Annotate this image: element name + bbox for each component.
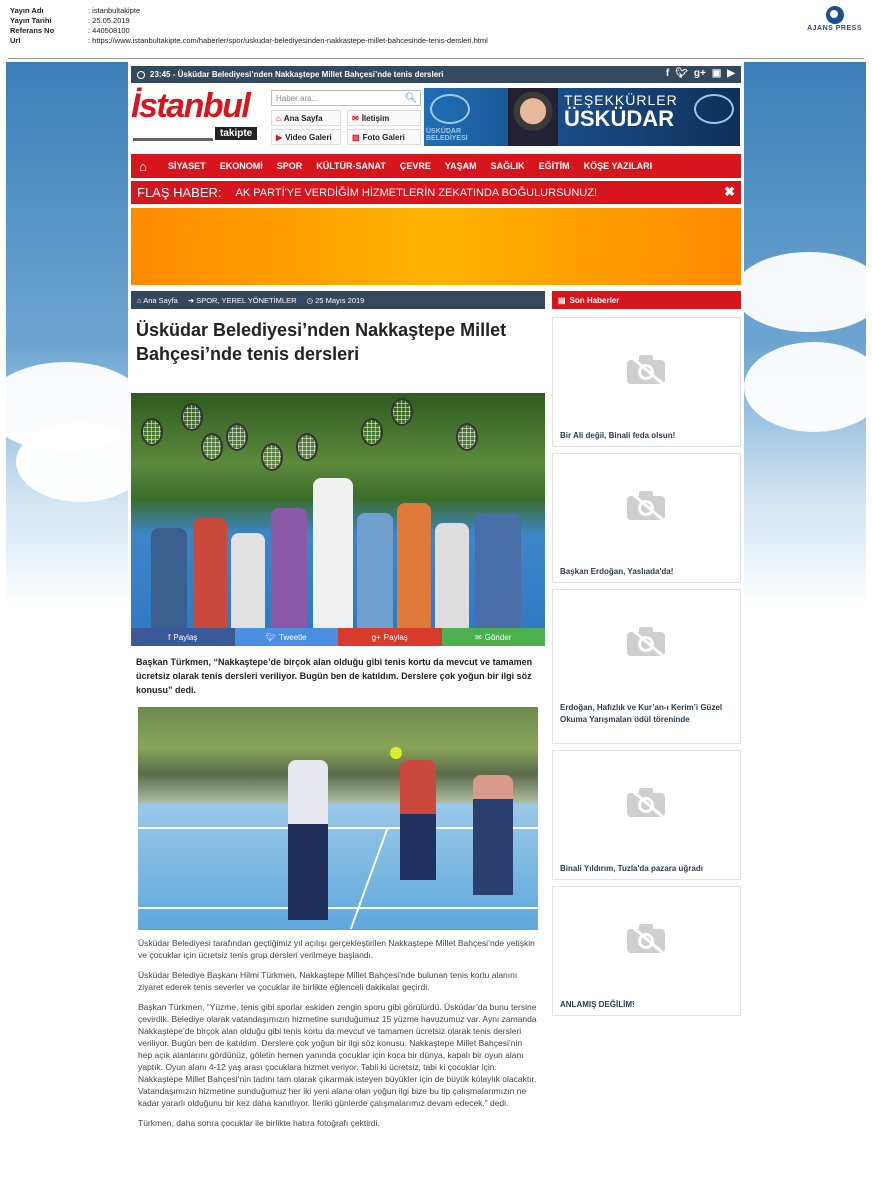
nav-item[interactable]: SPOR bbox=[276, 161, 303, 171]
crumb-home[interactable]: ⌂ Ana Sayfa bbox=[137, 295, 178, 305]
quick-link-photo[interactable] bbox=[347, 129, 421, 145]
search-icon[interactable]: 🔍︎ bbox=[404, 92, 418, 104]
article-body bbox=[138, 937, 538, 1137]
crumb-category[interactable]: ➜ SPOR, YEREL YÖNETİMLER bbox=[187, 295, 297, 305]
search-input[interactable]: Haber ara... bbox=[271, 90, 421, 106]
crumb-date-label: 25 Mayıs 2019 bbox=[315, 295, 365, 305]
share-bar bbox=[131, 628, 545, 646]
facebook-icon[interactable]: f bbox=[665, 68, 670, 79]
sidebar-news-card[interactable] bbox=[552, 750, 741, 880]
agency-mark-icon bbox=[826, 6, 844, 24]
municipality-seal-icon bbox=[430, 94, 470, 124]
googleplus-icon: g+ bbox=[371, 632, 381, 642]
sidebar-news-title: Binali Yıldırım, Tuzla'da pazara uğradı bbox=[560, 864, 703, 873]
mail-icon: ✉ bbox=[352, 113, 359, 123]
site-logo[interactable] bbox=[131, 89, 269, 145]
share-email-button[interactable] bbox=[442, 628, 546, 646]
no-image-camera-icon bbox=[625, 786, 667, 818]
quick-link-label: Foto Galeri bbox=[362, 132, 405, 142]
banner-line-2: ÜSKÜDAR bbox=[564, 106, 674, 131]
portrait-image bbox=[508, 88, 558, 146]
twitter-icon[interactable]: 🐦︎ bbox=[675, 68, 688, 79]
quick-link-video[interactable] bbox=[271, 129, 341, 145]
share-label: Paylaş bbox=[173, 632, 198, 642]
background-left bbox=[6, 62, 128, 1200]
nav-item[interactable]: EKONOMİ bbox=[219, 161, 263, 171]
meta-key: Url bbox=[10, 36, 21, 45]
no-image-camera-icon bbox=[625, 489, 667, 521]
share-googleplus-button[interactable] bbox=[338, 628, 442, 646]
home-icon: ⌂ bbox=[276, 113, 281, 123]
banner-line-1: TEŞEKKÜRLER bbox=[564, 92, 678, 108]
sidebar-heading-label: Son Haberler bbox=[569, 295, 620, 305]
nav-item[interactable]: KÜLTÜR-SANAT bbox=[316, 161, 386, 171]
top-ticker[interactable] bbox=[131, 66, 741, 83]
crumb-category-label: SPOR, YEREL YÖNETİMLER bbox=[196, 295, 297, 305]
youtube-icon[interactable]: ▶ bbox=[727, 68, 735, 79]
header-banner-ad[interactable] bbox=[424, 88, 740, 146]
clipping-meta bbox=[10, 6, 488, 46]
quick-link-label: İletişim bbox=[361, 113, 390, 123]
share-label: Gönder bbox=[484, 632, 512, 642]
quick-link-label: Video Galeri bbox=[285, 132, 332, 142]
googleplus-icon[interactable]: g+ bbox=[693, 68, 706, 79]
flash-label: FLAŞ HABER: bbox=[137, 185, 222, 200]
share-facebook-button[interactable] bbox=[131, 628, 235, 646]
site-frame bbox=[128, 62, 744, 1200]
article-lead: Başkan Türkmen, “Nakkaştepe’de birçok alan olduğu gibi tenis kortu da mevcut ve tamamen ücretsiz olarak tenis dersleri veriliyor. Bugün ben de katıldım. Derslere çok yoğun bir ilgi söz konusu” dedi. bbox=[136, 657, 533, 695]
mail-icon: ✉ bbox=[475, 632, 482, 642]
article-paragraph: Üsküdar Belediyesi tarafından geçtiğimiz yıl açılışı gerçekleştirilen Nakkaştepe Millet Bahçesi’nde yetişkin ve çocuklar için ücretsiz tenis grup dersleri verilmeye başlandı. bbox=[138, 938, 535, 960]
no-image-camera-icon bbox=[625, 353, 667, 385]
share-twitter-button[interactable] bbox=[235, 628, 339, 646]
meta-key: Yayın Tarihi bbox=[10, 16, 52, 25]
quick-link-contact[interactable] bbox=[347, 110, 421, 126]
meta-value: : 25.05.2019 bbox=[88, 16, 130, 25]
ticker-time: 23:45 bbox=[150, 70, 171, 79]
meta-value: : istanbultakipte bbox=[88, 6, 141, 15]
flash-headline[interactable]: AK PARTİ'YE VERDİĞİM HİZMETLERİN ZEKATINDA BOĞULURSUNUZ! bbox=[235, 186, 598, 199]
nav-item[interactable]: YAŞAM bbox=[444, 161, 477, 171]
agency-logo bbox=[807, 6, 862, 32]
twitter-icon: 🐦︎ bbox=[265, 632, 277, 642]
breadcrumb bbox=[131, 291, 545, 309]
instagram-icon[interactable]: ▣ bbox=[711, 68, 722, 79]
sidebar-news-card[interactable] bbox=[552, 886, 741, 1016]
facebook-icon: f bbox=[168, 632, 171, 642]
crumb-date: ◷ 25 Mayıs 2019 bbox=[306, 295, 365, 305]
nav-item[interactable]: EĞİTİM bbox=[538, 161, 570, 171]
no-image-camera-icon bbox=[625, 625, 667, 657]
logo-sub: takipte bbox=[215, 127, 257, 140]
meta-value: : 440508100 bbox=[88, 26, 130, 35]
nav-item[interactable]: ÇEVRE bbox=[399, 161, 431, 171]
article-paragraph: Başkan Türkmen, “Yüzme, tenis gibi sporlar eskiden zengin sporu gibi görülürdü. Üsküdar’da bunu tersine çevirdik. Belediye olarak vatandaşımızın hizmetine sunduğumuz 15 yüzme havuzumuz var. Aynı zamanda Nakkaştepe’de birçok alan olduğu gibi tenis kortu da mevcut ve tamamen ücretsiz olarak tenis dersleri veriliyor. Bugün ben de katıldım. Derslere çok yoğun bir ilgi söz konusu. Nakkaştepe Millet Bahçesi’nin hep açık alanlarını gördünüz, göletin hemen yanında çocuklar için koca bir dünya, kapalı bir oyun alanı yaptık. Oyun alanı 4-12 yaş arası çocuklara hizmet veriyor. Tabii ki ücretsiz, tabi ki çocuklar için. Nakkaştepe Millet Bahçesi’nin tadını tam olarak çıkarmak isteyen büyükler için de büyük kolaylık olacaktır. Vatandaşımızın hizmetine sunduğumuz her iki yeni alana olan yoğun ilgi bize bu tip çalışmalarımızın ne kadar yararlı olduğunu bir kez daha kanıtlıyor. İleriki günlerde çalışmalarımız devam edecek.” dedi. bbox=[138, 1002, 537, 1108]
ticker-headline[interactable]: - Üsküdar Belediyesi’nden Nakkaştepe Millet Bahçesi’nde tenis dersleri bbox=[172, 70, 444, 79]
sidebar-news-title: Erdoğan, Hafızlık ve Kur’an-ı Kerim’i Güzel Okuma Yarışmaları ödül töreninde bbox=[560, 703, 723, 724]
meta-value: : https://www.istanbultakipte.com/haberler/spor/uskudar-belediyesinden-nakkastepe-millet-bahcesinde-tenis-dersleri.html bbox=[88, 36, 488, 45]
quick-link-label: Ana Sayfa bbox=[283, 113, 323, 123]
article-photo-secondary bbox=[138, 707, 538, 930]
main-nav bbox=[131, 154, 741, 178]
share-label: Tweetle bbox=[279, 632, 307, 642]
clock-icon bbox=[137, 71, 145, 79]
flash-news-bar bbox=[131, 181, 741, 204]
article-paragraph: Türkmen, daha sonra çocuklar ile birlikte hatıra fotoğrafı çektirdi. bbox=[138, 1118, 380, 1128]
play-icon: ▶ bbox=[276, 132, 283, 142]
nav-item[interactable]: KÖŞE YAZILARI bbox=[583, 161, 653, 171]
sidebar-news-title: Bir Ali değil, Binali feda olsun! bbox=[560, 431, 676, 440]
close-icon[interactable]: ✖ bbox=[724, 184, 735, 199]
sidebar-news-card[interactable] bbox=[552, 317, 741, 447]
no-image-camera-icon bbox=[625, 922, 667, 954]
news-icon: ▤ bbox=[558, 295, 566, 305]
nav-item[interactable]: SAĞLIK bbox=[490, 161, 525, 171]
sidebar-news-card[interactable] bbox=[552, 589, 741, 744]
municipality-seal-icon bbox=[694, 94, 734, 124]
skyline-icon bbox=[133, 125, 213, 141]
sidebar-news-card[interactable] bbox=[552, 453, 741, 583]
social-links bbox=[666, 68, 735, 79]
share-label: Paylaş bbox=[383, 632, 408, 642]
sidebar-news-title: ANLAMIŞ DEĞİLİM! bbox=[560, 1000, 635, 1009]
banner-tag: ÜSKÜDAR BELEDİYESİ bbox=[426, 128, 468, 142]
background-right bbox=[744, 62, 866, 1200]
logo-word: İstanbul bbox=[131, 87, 250, 125]
nav-item[interactable]: SİYASET bbox=[168, 161, 206, 171]
meta-key: Yayın Adı bbox=[10, 6, 44, 15]
home-icon[interactable]: ⌂ bbox=[139, 158, 147, 174]
article-photo-main bbox=[131, 393, 545, 628]
sidebar-heading bbox=[552, 291, 741, 309]
divider bbox=[8, 58, 864, 59]
crumb-home-label: Ana Sayfa bbox=[143, 295, 178, 305]
article-title: Üsküdar Belediyesi’nden Nakkaştepe Millet Bahçesi’nde tenis dersleri bbox=[136, 320, 507, 364]
image-icon: ▨ bbox=[352, 132, 360, 142]
agency-name: AJANS PRESS bbox=[807, 25, 862, 32]
article-paragraph: Üsküdar Belediye Başkanı Hilmi Türkmen, Nakkaştepe Millet Bahçesi’nde bulunan tenis kortu alanını ziyaret ederek tenis severler ve çocuklar ile birlikte eğlenceli dakikalar geçirdi. bbox=[138, 970, 518, 992]
quick-link-home[interactable] bbox=[271, 110, 341, 126]
ad-banner[interactable] bbox=[131, 208, 741, 285]
sidebar-news-title: Başkan Erdoğan, Yaslıada'da! bbox=[560, 567, 674, 576]
meta-key: Referans No bbox=[10, 26, 55, 35]
